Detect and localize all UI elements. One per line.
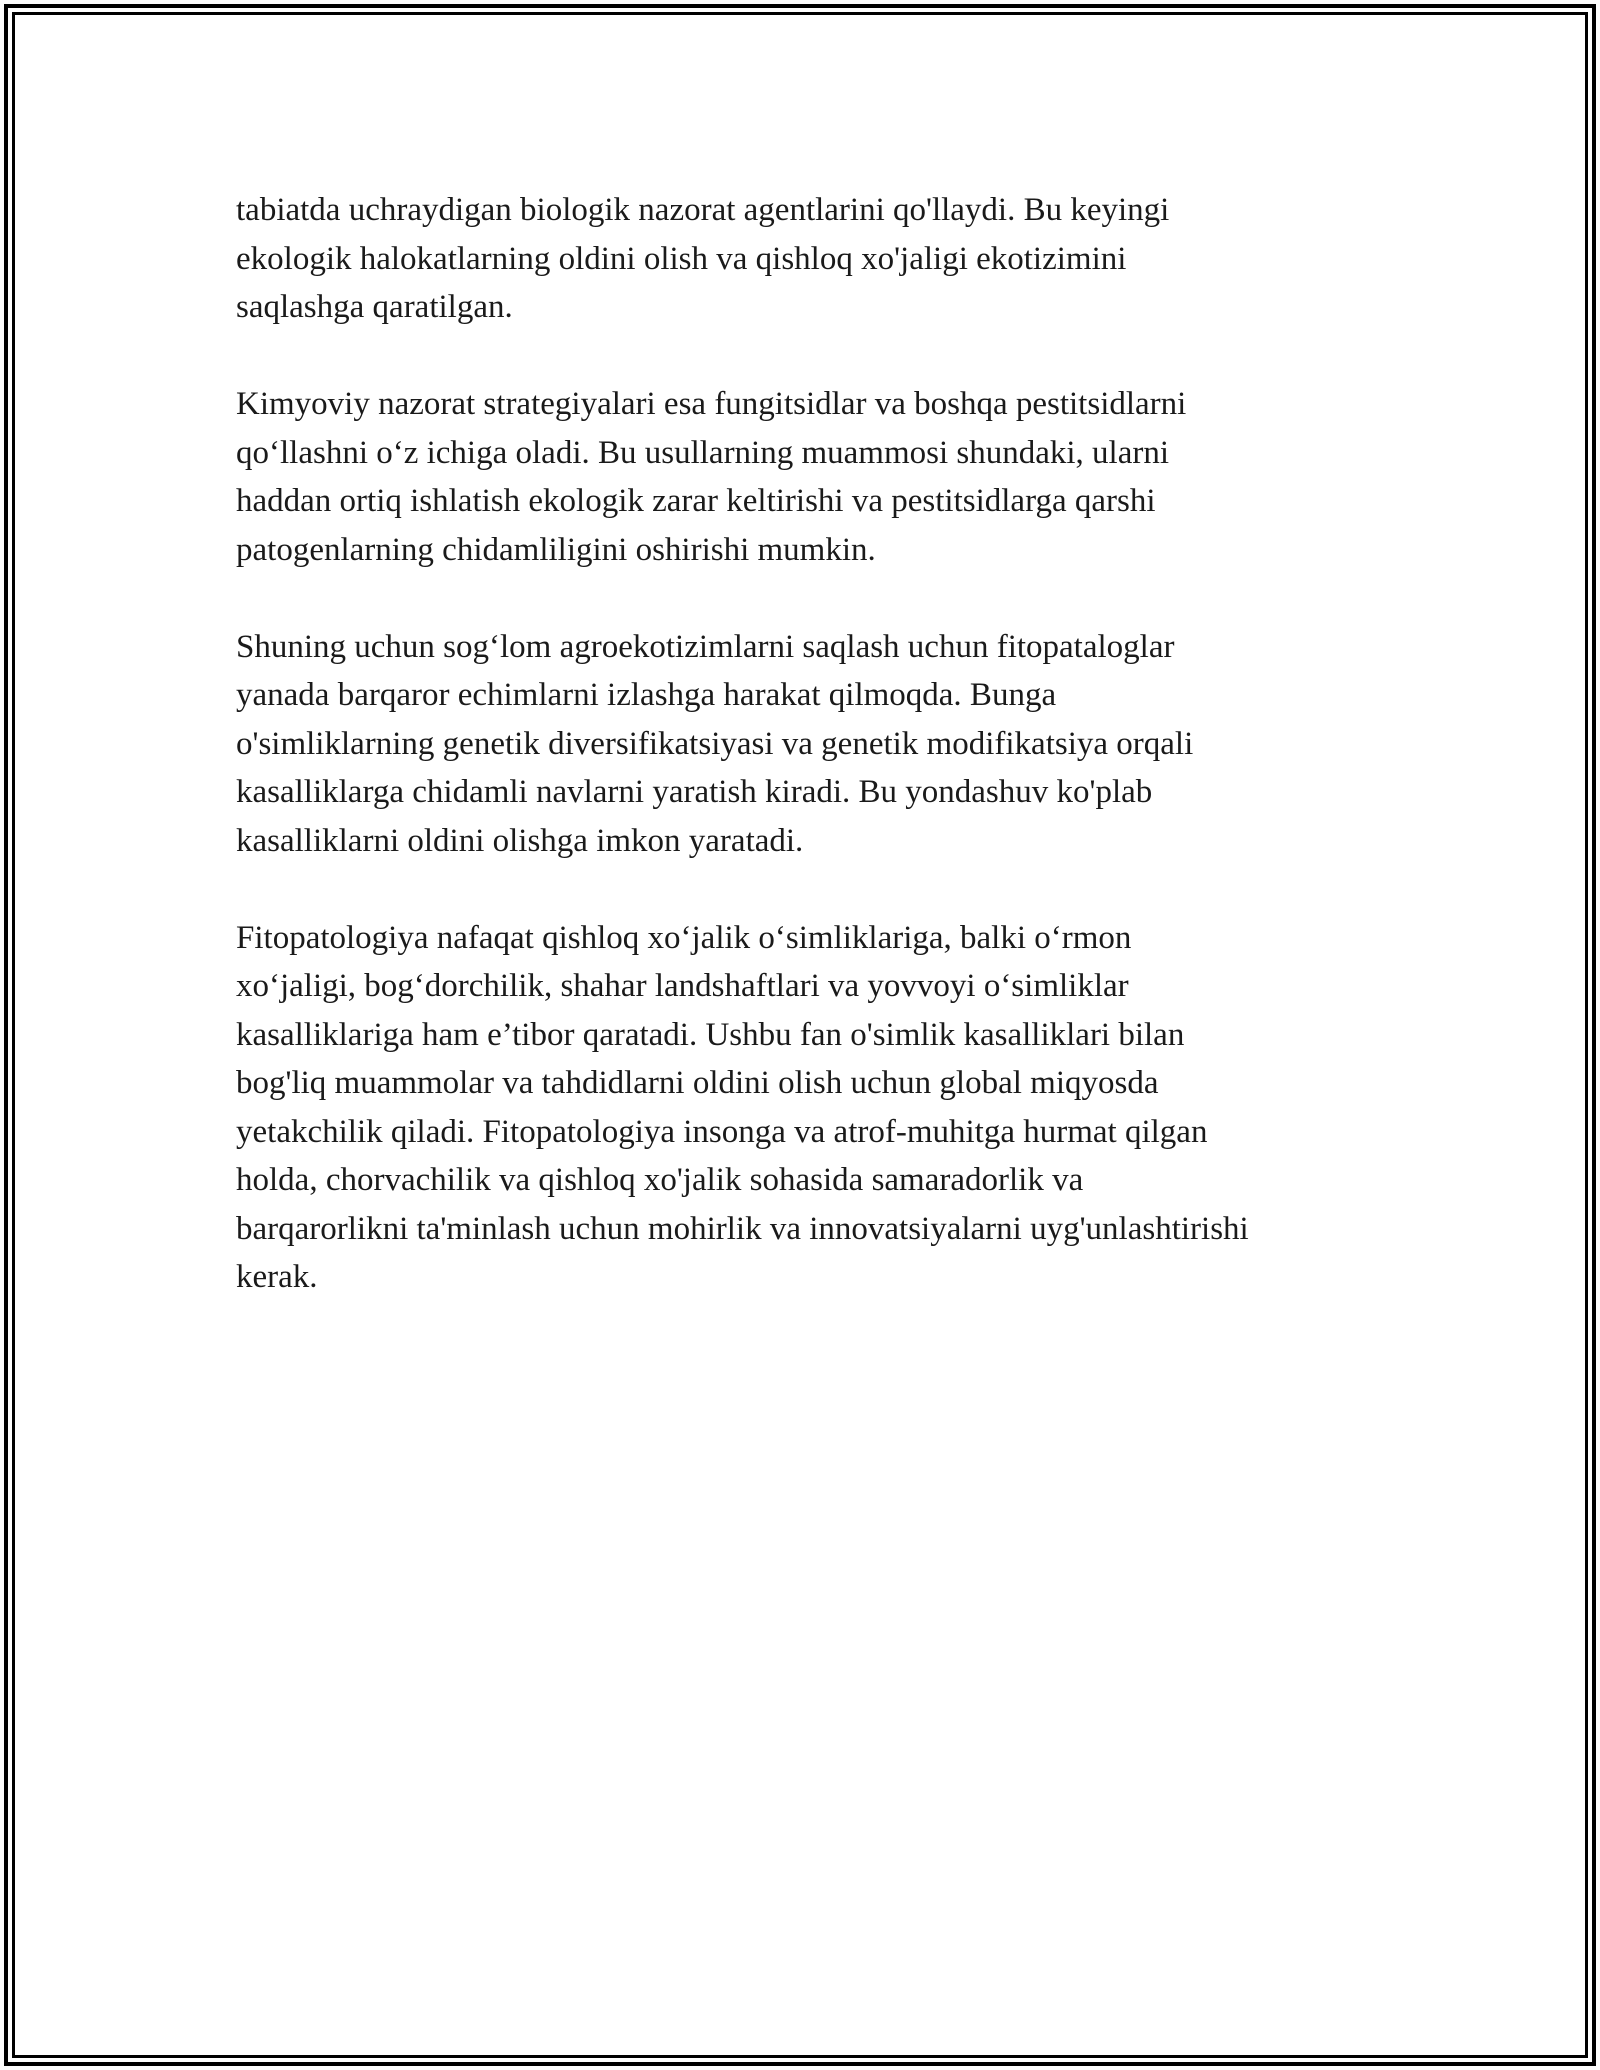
text-line: yanada barqaror echimlarni izlashga harakat qilmoqda. Bunga	[236, 677, 1057, 713]
text-line: Fitopatologiya nafaqat qishloq xo‘jalik o‘simliklariga, balki o‘rmon	[236, 919, 1132, 956]
text-line: o'simliklarning genetik diversifikatsiyasi va genetik modifikatsiya orqali	[236, 725, 1194, 762]
document-body	[236, 186, 1396, 1350]
text-line: ekologik halokatlarning oldini olish va qishloq xo'jaligi ekotizimini	[236, 240, 1127, 277]
text-line: patogenlarning chidamliligini oshirishi mumkin.	[236, 531, 876, 568]
paragraph-phytopathology-scope	[236, 914, 1396, 1302]
text-line: kerak.	[236, 1259, 318, 1295]
text-line: kasalliklariga ham e’tibor qaratadi. Ushbu fan o'simlik kasalliklari bilan	[236, 1016, 1185, 1053]
text-line: saqlashga qaratilgan.	[236, 289, 513, 325]
paragraph-chemical-control	[236, 380, 1396, 574]
text-line: kasalliklarni oldini olishga imkon yaratadi.	[236, 822, 804, 859]
text-line: yetakchilik qiladi. Fitopatologiya insonga va atrof-muhitga hurmat qilgan	[236, 1113, 1208, 1150]
text-line: tabiatda uchraydigan biologik nazorat agentlarini qo'llaydi. Bu keyingi	[236, 192, 1170, 228]
text-line: haddan ortiq ishlatish ekologik zarar keltirishi va pestitsidlarga qarshi	[236, 483, 1156, 519]
paragraph-sustainable-solutions	[236, 623, 1396, 866]
text-line: qo‘llashni o‘z ichiga oladi. Bu usullarning muammosi shundaki, ularni	[236, 434, 1170, 471]
text-line: barqarorlikni ta'minlash uchun mohirlik va innovatsiyalarni uyg'unlashtirishi	[236, 1210, 1249, 1247]
text-line: bog'liq muammolar va tahdidlarni oldini olish uchun global miqyosda	[236, 1065, 1159, 1101]
text-line: Kimyoviy nazorat strategiyalari esa fungitsidlar va boshqa pestitsidlarni	[236, 386, 1187, 422]
text-line: holda, chorvachilik va qishloq xo'jalik sohasida samaradorlik va	[236, 1162, 1084, 1198]
text-line: Shuning uchun sog‘lom agroekotizimlarni saqlash uchun fitopataloglar	[236, 628, 1175, 665]
text-line: xo‘jaligi, bog‘dorchilik, shahar landshaftlari va yovvoyi o‘simliklar	[236, 968, 1129, 1004]
paragraph-biological-control	[236, 186, 1396, 332]
text-line: kasalliklarga chidamli navlarni yaratish kiradi. Bu yondashuv ko'plab	[236, 774, 1153, 810]
